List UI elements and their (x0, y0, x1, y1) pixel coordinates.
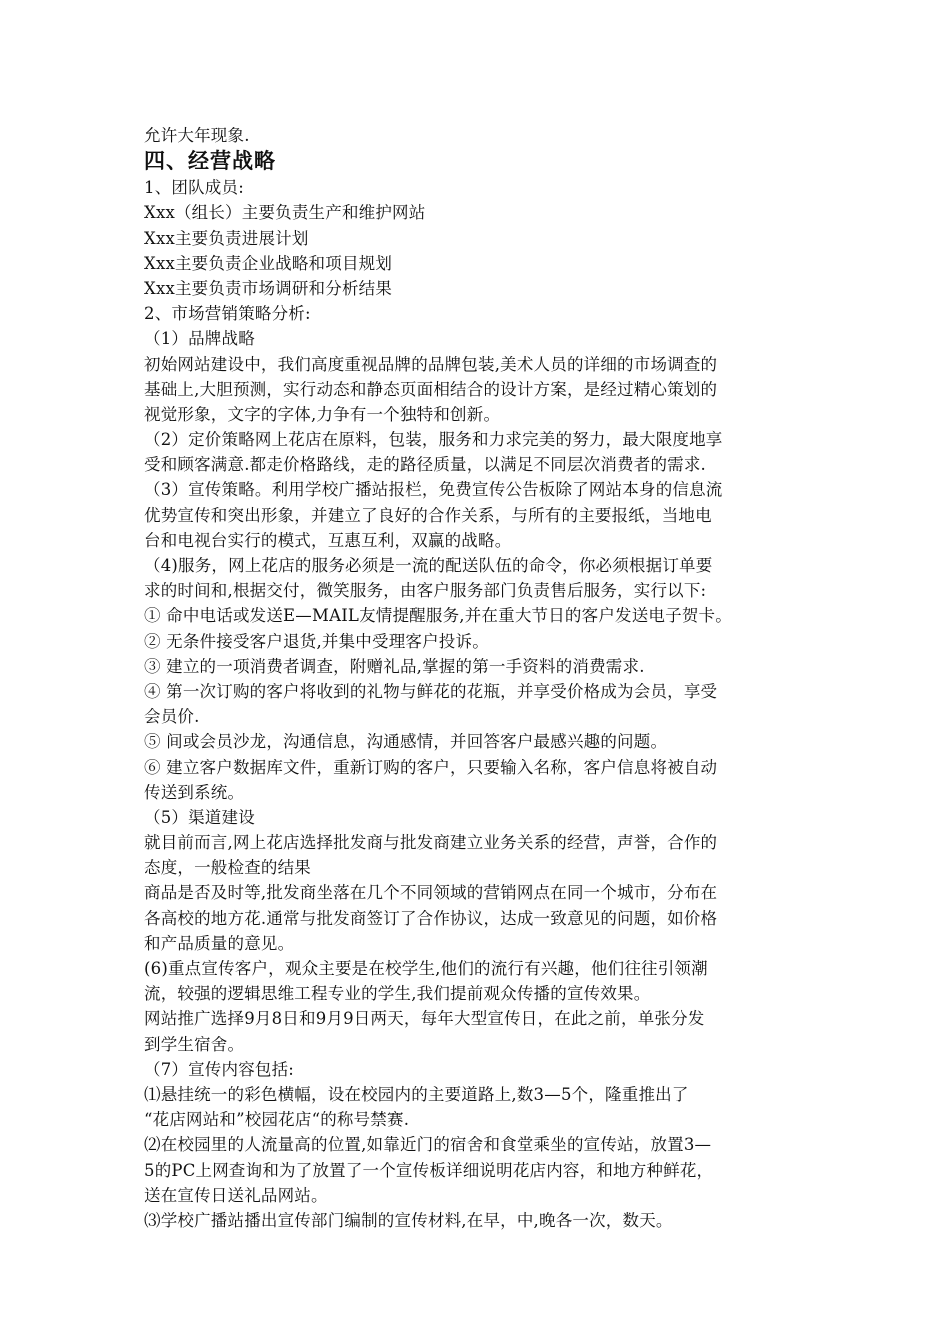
list-item: ⑥ 建立客户数据库文件，重新订购的客户，只要输入名称，客户信息将被自动 (144, 757, 718, 777)
paragraph-line: （4)服务，网上花店的服务必须是一流的配送队伍的命令，你必须根据订单要 (144, 556, 713, 575)
list-item: 送在宣传日送礼品网站。 (144, 1185, 328, 1205)
list-item: 会员价. (144, 707, 200, 727)
list-item: ③ 建立的一项消费者调查，附赠礼品,掌握的第一手资料的消费需求. (144, 656, 645, 676)
paragraph-line: 台和电视台实行的模式，互惠互利，双赢的战略。 (144, 530, 512, 550)
subsection-title: 2、市场营销策略分析: (144, 304, 311, 324)
paragraph-line: 基础上,大胆预测，实行动态和静态页面相结合的设计方案，是经过精心策划的 (144, 379, 718, 399)
team-member-line: Xxx（组长）主要负责生产和维护网站 (144, 203, 426, 223)
paragraph-line: 初始网站建设中，我们高度重视品牌的品牌包装,美术人员的详细的市场调查的 (144, 354, 718, 374)
paragraph-line: （2）定价策略网上花店在原料，包装，服务和力求完美的努力，最大限度地享 (144, 430, 723, 450)
subsection-title: 1、团队成员: (144, 178, 244, 198)
item-title: （5）渠道建设 (144, 807, 255, 827)
item-title: （7）宣传内容包括: (144, 1059, 295, 1079)
paragraph-line: (6)重点宣传客户，观众主要是在校学生,他们的流行有兴趣，他们往往引领潮 (144, 959, 708, 978)
item-title: （1）品牌战略 (144, 329, 255, 349)
paragraph-line: 网站推广选择9月8日和9月9日两天，每年大型宣传日，在此之前，单张分发 (144, 1009, 705, 1029)
list-item: ② 无条件接受客户退货,并集中受理客户投诉。 (144, 631, 489, 651)
paragraph-line: 优势宣传和突出形象，并建立了良好的合作关系，与所有的主要报纸，当地电 (144, 505, 712, 525)
team-member-line: Xxx主要负责进展计划 (144, 228, 309, 248)
text-line: 允许大年现象. (144, 126, 250, 145)
paragraph-line: 就目前而言,网上花店选择批发商与批发商建立业务关系的经营，声誉，合作的 (144, 833, 718, 853)
paragraph-line: 各高校的地方花.通常与批发商签订了合作协议，达成一致意见的问题，如价格 (144, 908, 718, 928)
paragraph-line: （3）宣传策略。利用学校广播站报栏，免费宣传公告板除了网站本身的信息流 (144, 480, 723, 500)
paragraph-line: 视觉形象，文字的字体,力争有一个独特和创新。 (144, 404, 501, 424)
list-item: ⑤ 间或会员沙龙，沟通信息，沟通感情，并回答客户最感兴趣的问题。 (144, 732, 668, 752)
paragraph-line: 求的时间和,根据交付，微笑服务，由客户服务部门负责售后服务，实行以下: (144, 581, 707, 601)
paragraph-line: 态度，一般检查的结果 (144, 858, 311, 878)
section-heading: 四、经营战略 (144, 149, 276, 174)
list-item: 传送到系统。 (144, 782, 245, 802)
document-body (144, 123, 808, 1233)
list-item: ⑵在校园里的人流量高的位置,如靠近门的宿舍和食堂乘坐的宣传站，放置3— (144, 1135, 712, 1155)
paragraph-line: 和产品质量的意见。 (144, 933, 295, 953)
paragraph-line: 受和顾客满意.都走价格路线，走的路径质量，以满足不同层次消费者的需求. (144, 455, 706, 475)
paragraph-line: 流，较强的逻辑思维工程专业的学生,我们提前观众传播的宣传效果。 (144, 984, 651, 1004)
list-item: ⑶学校广播站播出宣传部门编制的宣传材料,在早，中,晚各一次，数天。 (144, 1210, 673, 1230)
paragraph-line: 商品是否及时等,批发商坐落在几个不同领域的营销网点在同一个城市，分布在 (144, 883, 718, 903)
list-item: 5的PC上网查询和为了放置了一个宣传板详细说明花店内容，和地方种鲜花， (144, 1160, 714, 1180)
team-member-line: Xxx主要负责企业战略和项目规划 (144, 253, 393, 273)
list-item: ⑴悬挂统一的彩色横幅，设在校园内的主要道路上,数3—5个，隆重推出了 (144, 1084, 689, 1104)
team-member-line: Xxx主要负责市场调研和分析结果 (144, 278, 393, 298)
list-item: ① 命中电话或发送E—MAIL友情提醒服务,并在重大节日的客户发送电子贺卡。 (144, 606, 732, 626)
list-item: ④ 第一次订购的客户将收到的礼物与鲜花的花瓶，并享受价格成为会员，享受 (144, 681, 718, 701)
list-item: “花店网站和”校园花店“的称号禁赛. (144, 1110, 410, 1130)
paragraph-line: 到学生宿舍。 (144, 1034, 245, 1054)
